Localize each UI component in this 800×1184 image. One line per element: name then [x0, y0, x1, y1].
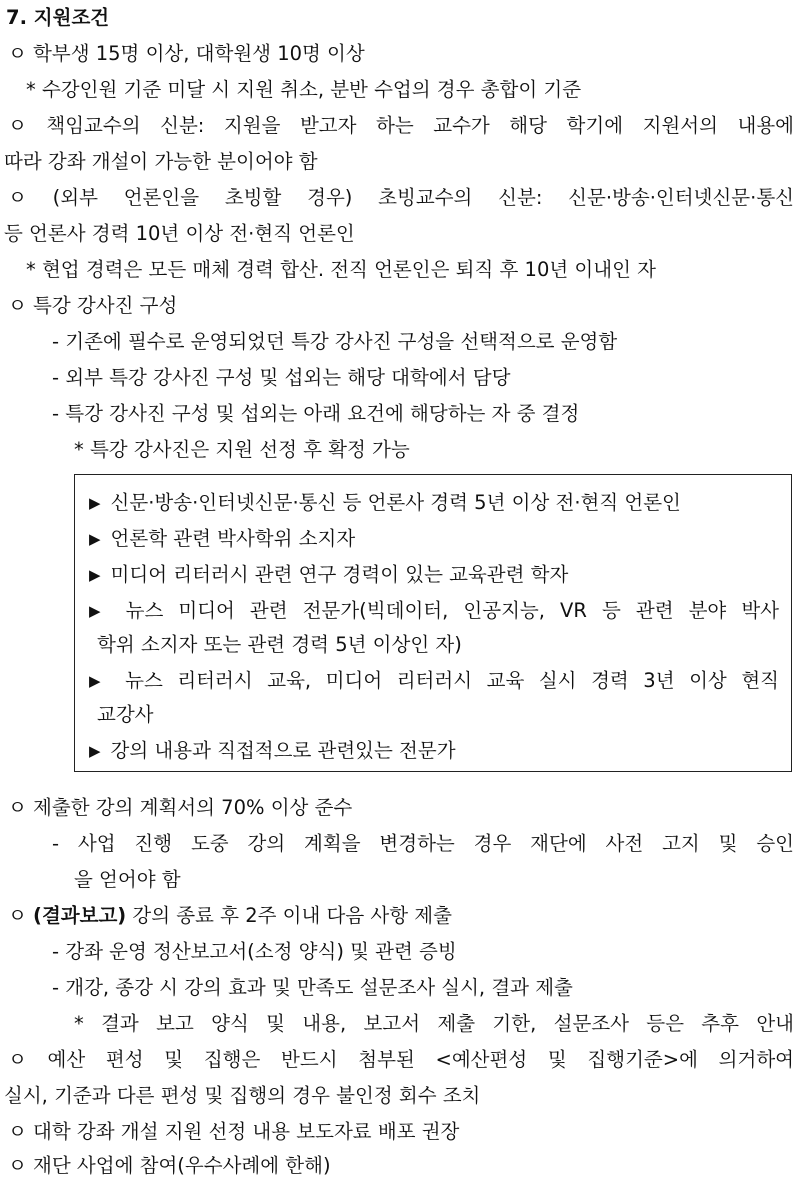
condition-professor-status: ㅇ 책임교수의 신분: 지원을 받고자 하는 교수가 해당 학기에 지원서의 내용에 [8, 114, 794, 137]
section-title: 7. 지원조건 [6, 6, 110, 29]
condition-guest-professor-cont: 등 언론사 경력 10년 이상 전·현직 언론인 [4, 222, 355, 245]
requirements-box [74, 474, 792, 772]
triangle-bullet-icon: ▶ [89, 602, 101, 620]
lecturer-item-university: - 외부 특강 강사진 구성 및 섭외는 해당 대학에서 담당 [52, 366, 511, 389]
result-report-label: (결과보고) [33, 904, 127, 927]
condition-lecturer-team: ㅇ 특강 강사진 구성 [8, 294, 178, 317]
plan-change-notice-cont: 을 얻어야 함 [74, 868, 181, 891]
box-item: ▶ 언론학 관련 박사학위 소지자 [89, 521, 355, 557]
box-item: ▶ 신문·방송·인터넷신문·통신 등 언론사 경력 5년 이상 전·현직 언론인 [89, 485, 681, 521]
box-item: ▶ 뉴스 리터러시 교육, 미디어 리터러시 교육 실시 경력 3년 이상 현직 [89, 663, 779, 699]
note-report-format: * 결과 보고 양식 및 내용, 보고서 제출 기한, 설문조사 등은 추후 안내 [74, 1012, 794, 1035]
condition-budget-cont: 실시, 기준과 다른 편성 및 집행의 경우 불인정 회수 조치 [4, 1084, 481, 1107]
note-lecturer-confirm: * 특강 강사진은 지원 선정 후 확정 가능 [74, 438, 410, 461]
lecturer-item-requirements: - 특강 강사진 구성 및 섭외는 아래 요건에 해당하는 자 중 결정 [52, 402, 580, 425]
condition-professor-status-cont: 따라 강좌 개설이 가능한 분이어야 함 [4, 150, 318, 173]
condition-plan-compliance: ㅇ 제출한 강의 계획서의 70% 이상 준수 [8, 796, 353, 819]
condition-budget: ㅇ 예산 편성 및 집행은 반드시 첨부된 <예산편성 및 집행기준>에 의거하여 [8, 1048, 794, 1071]
plan-change-notice: - 사업 진행 도중 강의 계획을 변경하는 경우 재단에 사전 고지 및 승인 [52, 832, 794, 855]
box-item: ▶ 뉴스 미디어 관련 전문가(빅데이터, 인공지능, VR 등 관련 분야 박사 [89, 593, 779, 629]
triangle-bullet-icon: ▶ [89, 494, 101, 512]
triangle-bullet-icon: ▶ [89, 672, 101, 690]
lecturer-item-optional: - 기존에 필수로 운영되었던 특강 강사진 구성을 선택적으로 운영함 [52, 330, 618, 353]
triangle-bullet-icon: ▶ [89, 530, 101, 548]
condition-result-report: ㅇ (결과보고) 강의 종료 후 2주 이내 다음 사항 제출 [8, 904, 452, 927]
triangle-bullet-icon: ▶ [89, 742, 101, 760]
report-item-survey: - 개강, 종강 시 강의 효과 및 만족도 설문조사 실시, 결과 제출 [52, 976, 573, 999]
report-item-settlement: - 강좌 운영 정산보고서(소정 양식) 및 관련 증빙 [52, 940, 457, 963]
condition-foundation-participation: ㅇ 재단 사업에 참여(우수사례에 한해) [8, 1154, 331, 1177]
box-item: ▶ 강의 내용과 직접적으로 관련있는 전문가 [89, 733, 456, 769]
condition-guest-professor: ㅇ (외부 언론인을 초빙할 경우) 초빙교수의 신분: 신문·방송·인터넷신문·통신 [8, 186, 794, 209]
condition-press-release: ㅇ 대학 강좌 개설 지원 선정 내용 보도자료 배포 권장 [8, 1120, 460, 1143]
note-career: * 현업 경력은 모든 매체 경력 합산. 전직 언론인은 퇴직 후 10년 이내인 자 [26, 258, 656, 281]
box-item-cont: 교강사 [97, 703, 154, 726]
triangle-bullet-icon: ▶ [89, 566, 101, 584]
condition-student-count: ㅇ 학부생 15명 이상, 대학원생 10명 이상 [8, 42, 365, 65]
box-item: ▶ 미디어 리터러시 관련 연구 경력이 있는 교육관련 학자 [89, 557, 568, 593]
box-item-cont: 학위 소지자 또는 관련 경력 5년 이상인 자) [97, 633, 462, 656]
note-enrollment: * 수강인원 기준 미달 시 지원 취소, 분반 수업의 경우 총합이 기준 [26, 78, 582, 101]
